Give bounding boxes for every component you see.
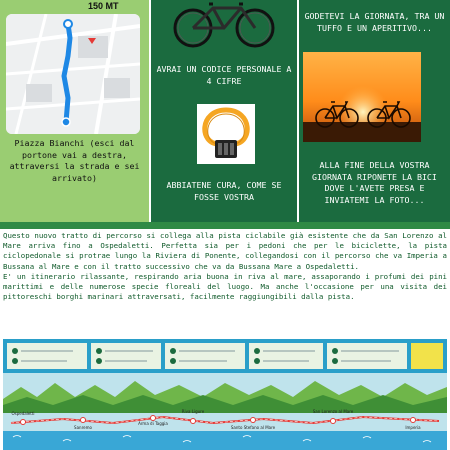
description-paragraph-1: Questo nuovo tratto di percorso si collega alla pista ciclabile già esistente che da San Lorenzo al Mare arriva fino a Ospedaletti. Perfetta sia per i pedoni che per le biciclette, la pista ciclopedonale si protrae lungo la Riviera di Ponente, collegandosi con il percorso che va Imperia a Bussana al Mare e con il tratto successivo che va da Bussana Mare a Ospedaletti. [3,231,447,271]
enjoy-panel [299,0,450,222]
care-text: ABBIATENE CURA, COME SE FOSSE VOSTRA [166,180,282,202]
return-text: ALLA FINE DELLA VOSTRA GIORNATA RIPONETE LA BICI DOVE L'AVETE PRESA E INVIATEMI LA FOTO... [312,160,437,205]
route-stop-label: Sanremo [74,425,92,430]
route-stop-label: Santo Stefano al Mare [230,425,276,430]
route-stop-label: Arma di Taggia [138,421,168,426]
directions-panel [0,0,149,222]
enjoy-text: GODETEVI LA GIORNATA, TRA UN TUFFO E UN APERITIVO... [304,11,445,33]
route-map-icon[interactable] [6,14,140,134]
route-description [3,231,447,302]
sunset-bicycles-icon [303,52,421,142]
bicycle-icon [169,0,279,54]
code-text: AVRAI UN CODICE PERSONALE A 4 CIFRE [156,64,292,86]
directions-text: Piazza Bianchi (esci dal portone vai a destra, attraversi la strada e sei arrivato) [9,138,140,183]
description-paragraph-2: E' un itinerario rilassante, respirando aria buona in riva al mare, assaporando i profumi dei pini marittimi e delle numerose specie floreali del luogo. Ma anche l'occasione per una visita dei pittoreschi borghi marinari attraversati, facilmente raggiungibili dalla pista. [3,271,447,302]
route-stop-label: Imperia [405,425,421,430]
distance-label: 150 MT [88,1,119,11]
combination-lock-icon [197,104,255,164]
route-stop-label: Riva Ligure [181,409,205,414]
route-stop-label: Ospedaletti [11,411,35,416]
route-stop-label: San Lorenzo al Mare [312,409,354,414]
route-infographic [3,339,447,450]
divider [0,222,450,229]
code-panel [151,0,297,222]
